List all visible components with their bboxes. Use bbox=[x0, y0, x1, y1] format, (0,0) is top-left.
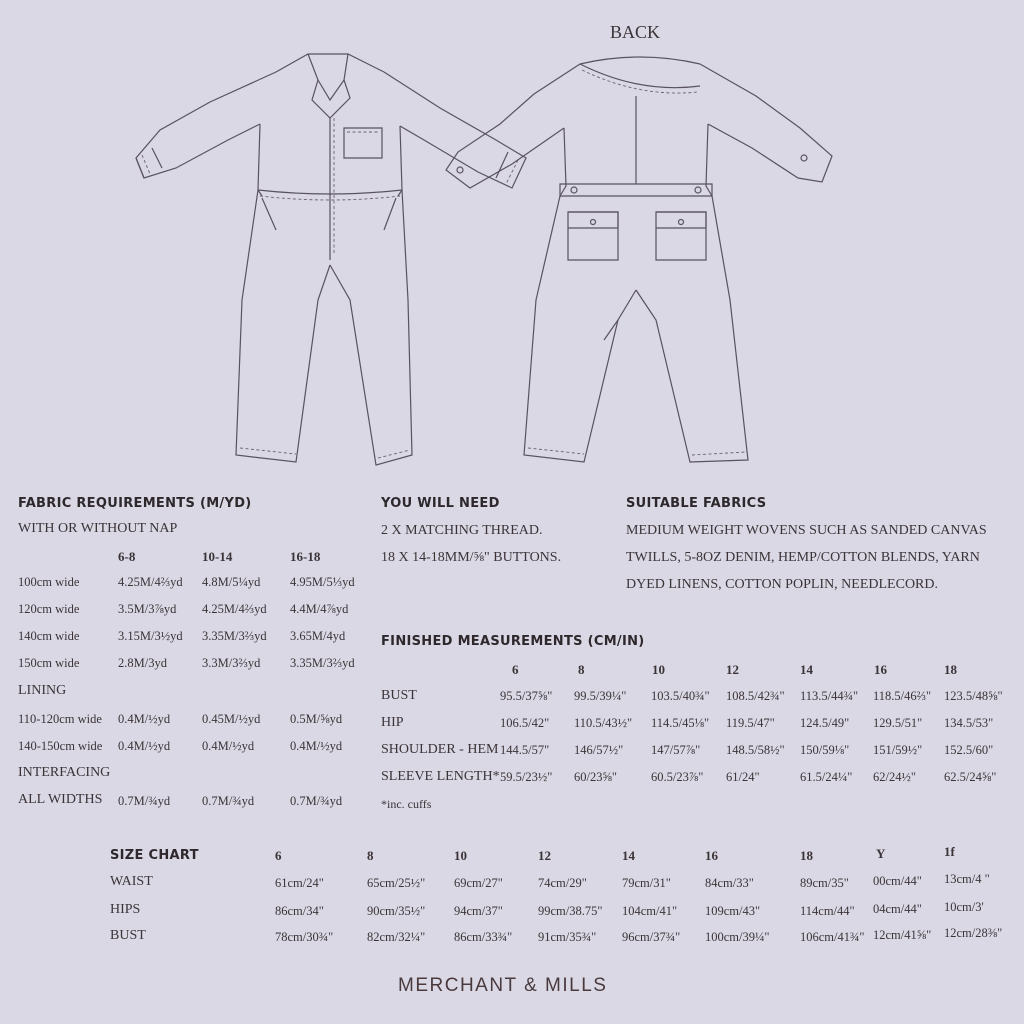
size-chart-header: 1f bbox=[944, 844, 955, 859]
brand-logo: MERCHANT & MILLS bbox=[398, 975, 608, 996]
need-item: 2 X MATCHING THREAD. bbox=[381, 523, 543, 538]
size-chart-cell: 65cm/25½" bbox=[367, 876, 426, 890]
size-chart-cell: 78cm/30¾" bbox=[275, 930, 334, 944]
measure-cell: 148.5/58½" bbox=[726, 743, 785, 757]
size-chart-header: 6 bbox=[275, 848, 282, 863]
size-chart-cell: 96cm/37¾" bbox=[622, 930, 681, 944]
measure-cell: 108.5/42¾" bbox=[726, 689, 785, 703]
fabric-cell: 3.35M/3⅔yd bbox=[290, 656, 355, 670]
fabric-cell: 3.35M/3⅔yd bbox=[202, 629, 267, 643]
fabric-cell: 2.8M/3yd bbox=[118, 656, 167, 670]
measure-cell: 118.5/46⅔" bbox=[873, 689, 932, 703]
measure-cell: 61/24" bbox=[726, 770, 760, 784]
back-label: BACK bbox=[610, 22, 661, 42]
lining-cell: 0.5M/⅝yd bbox=[290, 712, 343, 726]
measure-size-header: 14 bbox=[800, 662, 813, 677]
garment-illustration bbox=[0, 0, 1024, 470]
size-chart-header: 16 bbox=[705, 848, 718, 863]
lining-row-label: 110-120cm wide bbox=[18, 712, 102, 726]
measure-cell: 150/59⅛" bbox=[800, 743, 850, 757]
measure-cell: 62.5/24⅝" bbox=[944, 770, 997, 784]
lining-cell: 0.45M/½yd bbox=[202, 712, 261, 726]
measure-size-header: 12 bbox=[726, 662, 739, 677]
fabric-cell: 4.4M/4⅞yd bbox=[290, 602, 349, 616]
interfacing-cell: 0.7M/¾yd bbox=[290, 794, 343, 808]
lining-label: LINING bbox=[18, 683, 67, 698]
size-chart-cell: 109cm/43" bbox=[705, 904, 761, 918]
fabric-cell: 4.25M/4⅔yd bbox=[202, 602, 267, 616]
size-chart-cell: 69cm/27" bbox=[454, 876, 503, 890]
size-chart-title: SIZE CHART bbox=[110, 848, 199, 863]
interfacing-label: INTERFACING bbox=[18, 765, 111, 780]
size-chart-header: Y bbox=[876, 846, 886, 861]
measure-cell: 114.5/45⅛" bbox=[651, 716, 710, 730]
nap-subtitle: WITH OR WITHOUT NAP bbox=[18, 521, 178, 536]
lining-cell: 0.4M/½yd bbox=[202, 739, 255, 753]
measure-size-header: 6 bbox=[512, 662, 519, 677]
fabric-cell: 3.5M/3⅞yd bbox=[118, 602, 177, 616]
need-item: 18 X 14-18MM/⅝" BUTTONS. bbox=[381, 550, 562, 565]
lining-cell: 0.4M/½yd bbox=[118, 712, 171, 726]
finished-measurements-title: FINISHED MEASUREMENTS (CM/IN) bbox=[381, 634, 645, 649]
measure-cell: 60/23⅝" bbox=[574, 770, 617, 784]
size-chart-header: 10 bbox=[454, 848, 467, 863]
measure-cell: 113.5/44¾" bbox=[800, 689, 859, 703]
suitable-fabrics-title: SUITABLE FABRICS bbox=[626, 496, 767, 511]
measure-cell: 152.5/60" bbox=[944, 743, 994, 757]
fabric-cell: 4.8M/5¼yd bbox=[202, 575, 261, 589]
measure-cell: 144.5/57" bbox=[500, 743, 550, 757]
size-chart-cell: 86cm/34" bbox=[275, 904, 324, 918]
measure-row-label: BUST bbox=[381, 688, 417, 703]
measure-cell: 119.5/47" bbox=[726, 716, 775, 730]
you-will-need-title: YOU WILL NEED bbox=[381, 496, 500, 511]
measure-cell: 62/24½" bbox=[873, 770, 916, 784]
size-chart-cell: 04cm/44" bbox=[873, 902, 922, 916]
fabric-row-label: 140cm wide bbox=[18, 629, 80, 643]
lining-cell: 0.4M/½yd bbox=[290, 739, 343, 753]
size-chart-cell: 106cm/41¾" bbox=[800, 930, 865, 944]
lining-cell: 0.4M/½yd bbox=[118, 739, 171, 753]
size-chart-row-label: WAIST bbox=[110, 874, 153, 889]
size-chart-cell: 91cm/35¾" bbox=[538, 930, 597, 944]
size-chart-cell: 10cm/3' bbox=[944, 900, 984, 914]
size-chart-cell: 61cm/24" bbox=[275, 876, 324, 890]
measure-cell: 129.5/51" bbox=[873, 716, 923, 730]
fabric-requirements-title: FABRIC REQUIREMENTS (M/YD) bbox=[18, 496, 252, 511]
size-chart-cell: 00cm/44" bbox=[873, 874, 922, 888]
size-chart-cell: 89cm/35" bbox=[800, 876, 849, 890]
measure-size-header: 18 bbox=[944, 662, 957, 677]
measure-cell: 61.5/24¼" bbox=[800, 770, 853, 784]
measure-cell: 151/59½" bbox=[873, 743, 923, 757]
size-chart-cell: 94cm/37" bbox=[454, 904, 503, 918]
back-view-drawing bbox=[446, 57, 832, 462]
size-chart-cell: 13cm/4 " bbox=[944, 872, 990, 886]
size-chart-row-label: BUST bbox=[110, 928, 146, 943]
measure-size-header: 16 bbox=[874, 662, 887, 677]
size-chart-cell: 104cm/41" bbox=[622, 904, 678, 918]
fabric-row-label: 150cm wide bbox=[18, 656, 80, 670]
measure-cell: 99.5/39¼" bbox=[574, 689, 627, 703]
measure-size-header: 10 bbox=[652, 662, 665, 677]
fabric-row-label: 120cm wide bbox=[18, 602, 80, 616]
suitable-fabrics-line: TWILLS, 5-8OZ DENIM, HEMP/COTTON BLENDS, YARN bbox=[626, 550, 980, 565]
fabric-size-header: 10-14 bbox=[202, 549, 233, 564]
suitable-fabrics-line: DYED LINENS, COTTON POPLIN, NEEDLECORD. bbox=[626, 577, 939, 592]
size-chart-cell: 99cm/38.75" bbox=[538, 904, 603, 918]
fabric-cell: 3.65M/4yd bbox=[290, 629, 346, 643]
size-chart-cell: 12cm/41⅝" bbox=[873, 928, 932, 942]
size-chart-cell: 84cm/33" bbox=[705, 876, 754, 890]
measure-cell: 146/57½" bbox=[574, 743, 624, 757]
size-chart-cell: 114cm/44" bbox=[800, 904, 855, 918]
measure-cell: 147/57⅞" bbox=[651, 743, 701, 757]
size-chart-row-label: HIPS bbox=[110, 902, 141, 917]
size-chart-cell: 90cm/35½" bbox=[367, 904, 426, 918]
measure-cell: 110.5/43½" bbox=[574, 716, 633, 730]
measure-cell: 134.5/53" bbox=[944, 716, 994, 730]
measure-cell: 59.5/23½" bbox=[500, 770, 553, 784]
interfacing-cell: 0.7M/¾yd bbox=[202, 794, 255, 808]
lining-row-label: 140-150cm wide bbox=[18, 739, 103, 753]
measure-row-label: SHOULDER - HEM bbox=[381, 742, 499, 757]
suitable-fabrics-line: MEDIUM WEIGHT WOVENS SUCH AS SANDED CANVAS bbox=[626, 523, 987, 538]
measure-cell: 95.5/37⅝" bbox=[500, 689, 553, 703]
size-chart-header: 18 bbox=[800, 848, 813, 863]
measure-cell: 123.5/48⅝" bbox=[944, 689, 1003, 703]
size-chart-header: 8 bbox=[367, 848, 374, 863]
measure-cell: 106.5/42" bbox=[500, 716, 550, 730]
size-chart-cell: 86cm/33¾" bbox=[454, 930, 513, 944]
cuffs-footnote: *inc. cuffs bbox=[381, 797, 432, 811]
interfacing-cell: 0.7M/¾yd bbox=[118, 794, 171, 808]
fabric-cell: 3.15M/3½yd bbox=[118, 629, 183, 643]
measure-row-label: SLEEVE LENGTH* bbox=[381, 769, 500, 784]
size-chart-cell: 74cm/29" bbox=[538, 876, 587, 890]
measure-row-label: HIP bbox=[381, 715, 404, 730]
size-chart-cell: 79cm/31" bbox=[622, 876, 671, 890]
fabric-cell: 3.3M/3⅔yd bbox=[202, 656, 261, 670]
fabric-row-label: 100cm wide bbox=[18, 575, 80, 589]
fabric-cell: 4.95M/5⅓yd bbox=[290, 575, 355, 589]
fabric-cell: 4.25M/4⅔yd bbox=[118, 575, 183, 589]
measure-cell: 103.5/40¾" bbox=[651, 689, 710, 703]
size-chart-cell: 82cm/32¼" bbox=[367, 930, 426, 944]
size-chart-header: 14 bbox=[622, 848, 635, 863]
size-chart-cell: 100cm/39¼" bbox=[705, 930, 770, 944]
front-view-drawing bbox=[136, 54, 526, 465]
interfacing-row-label: ALL WIDTHS bbox=[18, 792, 103, 807]
size-chart-cell: 12cm/28⅜" bbox=[944, 926, 1003, 940]
fabric-size-header: 16-18 bbox=[290, 549, 321, 564]
measure-cell: 124.5/49" bbox=[800, 716, 850, 730]
fabric-size-header: 6-8 bbox=[118, 549, 136, 564]
measure-cell: 60.5/23⅞" bbox=[651, 770, 704, 784]
size-chart-header: 12 bbox=[538, 848, 551, 863]
measure-size-header: 8 bbox=[578, 662, 585, 677]
